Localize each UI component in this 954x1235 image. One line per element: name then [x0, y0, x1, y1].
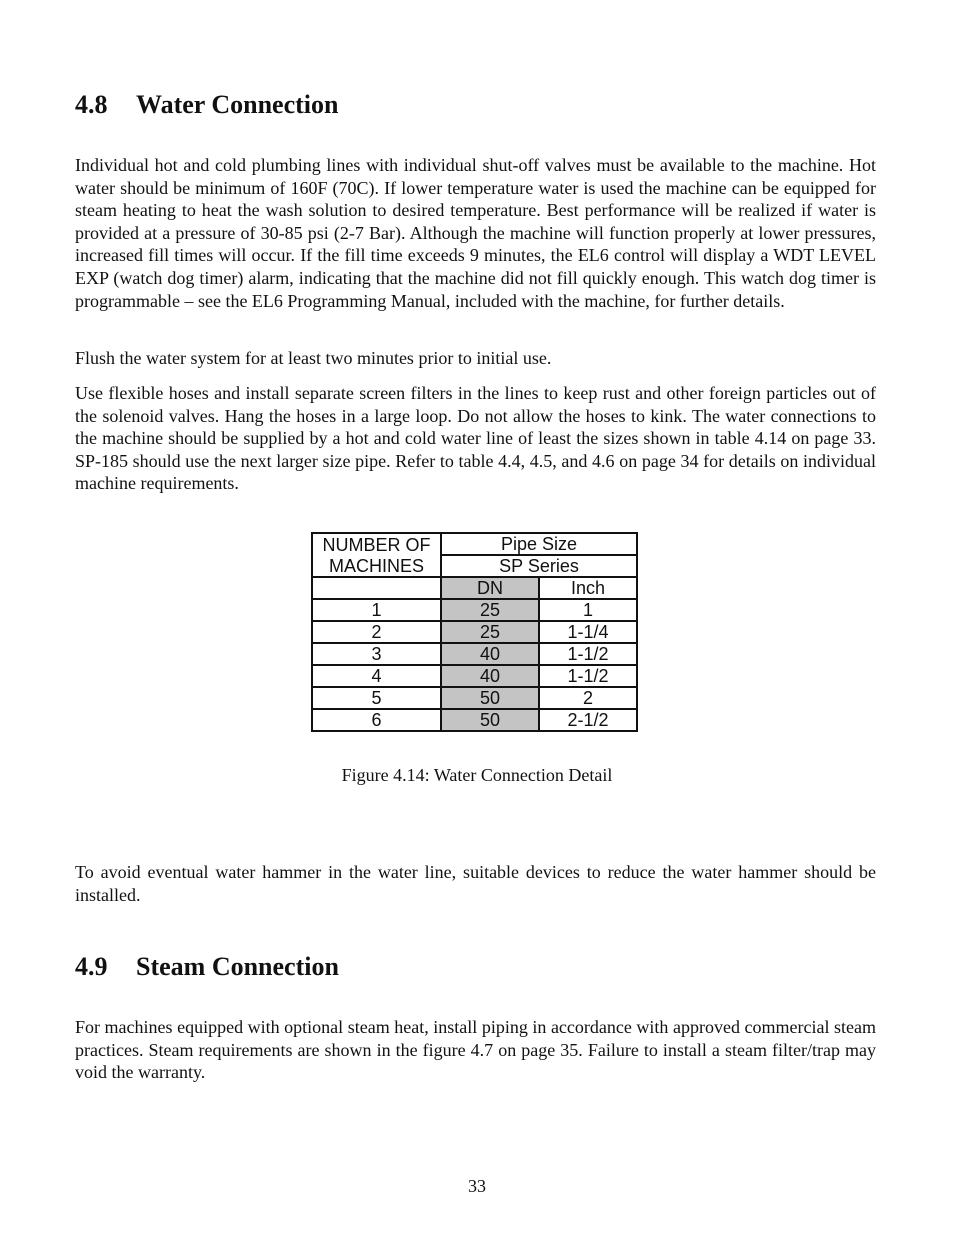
- cell-inch: 1-1/4: [539, 621, 637, 643]
- cell-inch: 1-1/2: [539, 643, 637, 665]
- cell-machines: 5: [312, 687, 441, 709]
- table-row: [312, 643, 637, 665]
- cell-dn: 25: [441, 599, 539, 621]
- paragraph-water-hammer: To avoid eventual water hammer in the water line, suitable devices to reduce the water hammer should be installed.: [75, 862, 876, 905]
- cell-machines: 6: [312, 709, 441, 731]
- cell-machines: 1: [312, 599, 441, 621]
- cell-dn: 50: [441, 687, 539, 709]
- pipe-size-table: [311, 532, 638, 732]
- header-sp-series: SP Series: [441, 555, 637, 577]
- cell-dn: 25: [441, 621, 539, 643]
- header-number-of: NUMBER OF: [312, 533, 441, 555]
- paragraph-hoses: Use flexible hoses and install separate screen filters in the lines to keep rust and other foreign particles out of the solenoid valves. Hang the hoses in a large loop. Do not allow the hoses to kink. The water connections to the machine should be supplied by a hot and cold water line of least the sizes shown in table 4.14 on page 33. SP-185 should use the next larger size pipe. Refer to table 4.4, 4.5, and 4.6 on page 34 for details on individual machine requirements.: [75, 383, 876, 494]
- header-machines: MACHINES: [312, 555, 441, 577]
- cell-inch: 1: [539, 599, 637, 621]
- section-title: Water Connection: [136, 90, 339, 119]
- table-row: [312, 599, 637, 621]
- cell-inch: 2-1/2: [539, 709, 637, 731]
- table-row: [312, 687, 637, 709]
- cell-machines: 2: [312, 621, 441, 643]
- table-row: [312, 621, 637, 643]
- section-4-8-heading: [75, 90, 338, 120]
- header-dn: DN: [441, 577, 539, 599]
- cell-inch: 2: [539, 687, 637, 709]
- cell-dn: 40: [441, 665, 539, 687]
- paragraph-steam: For machines equipped with optional steam heat, install piping in accordance with approved commercial steam practices. Steam requirements are shown in the figure 4.7 on page 35. Failure to install a steam filter/trap may void the warranty.: [75, 1017, 876, 1083]
- table-row: [312, 665, 637, 687]
- section-number: 4.8: [75, 90, 108, 119]
- page-number: 33: [468, 1176, 486, 1196]
- section-4-9-heading: [75, 952, 339, 982]
- header-pipe-size: Pipe Size: [441, 533, 637, 555]
- cell-dn: 50: [441, 709, 539, 731]
- section-number: 4.9: [75, 952, 108, 981]
- cell-machines: 4: [312, 665, 441, 687]
- paragraph-water-supply: Individual hot and cold plumbing lines with individual shut-off valves must be available to the machine. Hot water should be minimum of 160F (70C). If lower temperature water is used the machine can be equipped for steam heating to heat the wash solution to desired temperature. Best performance will be realized if water is provided at a pressure of 30-85 psi (2-7 Bar). Although the machine will function properly at lower pressures, increased fill times will occur. If the fill time exceeds 9 minutes, the EL6 control will display a WDT LEVEL EXP (watch dog timer) alarm, indicating that the machine did not fill quickly enough. This watch dog timer is programmable – see the EL6 Programming Manual, included with the machine, for further details.: [75, 155, 876, 311]
- cell-inch: 1-1/2: [539, 665, 637, 687]
- figure-caption: Figure 4.14: Water Connection Detail: [341, 765, 613, 785]
- paragraph-flush: Flush the water system for at least two minutes prior to initial use.: [75, 348, 552, 368]
- cell-machines: 3: [312, 643, 441, 665]
- section-title: Steam Connection: [136, 952, 339, 981]
- cell-dn: 40: [441, 643, 539, 665]
- table-row: [312, 709, 637, 731]
- header-inch: Inch: [539, 577, 637, 599]
- header-empty: [312, 577, 441, 599]
